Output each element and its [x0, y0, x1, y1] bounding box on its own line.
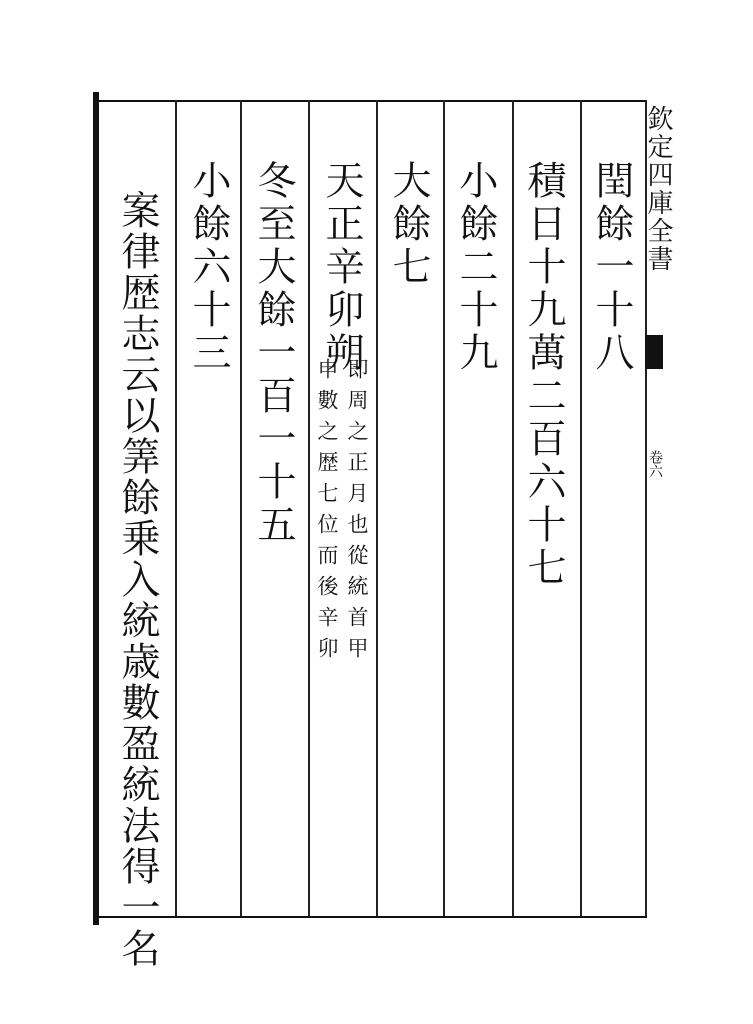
text-column-6: 冬至大餘一百一十五: [251, 160, 296, 547]
column-rule: [443, 100, 445, 916]
column-rule: [175, 100, 177, 916]
text-column-8: 案律歴志云以筭餘乗入統歳數盈統法得一名: [115, 190, 160, 969]
column-rule: [240, 100, 242, 916]
frame-inner-line: [97, 100, 99, 920]
annotation-line-1: 即周之正月也從統首甲: [345, 358, 369, 668]
text-column-7: 小餘六十三: [186, 160, 231, 375]
text-column-5: 天正辛卯朔: [319, 160, 364, 375]
margin-volume: 卷六: [647, 450, 663, 478]
frame-bottom-line: [97, 916, 647, 918]
text-column-2: 積日十九萬二百六十七: [521, 160, 566, 590]
frame-top-line: [97, 100, 647, 102]
margin-book-title: 欽定四庫全書: [643, 105, 673, 273]
text-column-4: 大餘七: [386, 160, 431, 289]
text-column-3: 小餘二十九: [453, 160, 498, 375]
column-rule: [376, 100, 378, 916]
margin-fishtail-mark: [645, 335, 663, 369]
text-column-1: 閏餘一十八: [589, 160, 634, 375]
column-rule: [580, 100, 582, 916]
annotation-line-2: 申數之歴七位而後辛卯: [315, 358, 339, 668]
column-rule: [308, 100, 310, 916]
column-rule: [512, 100, 514, 916]
